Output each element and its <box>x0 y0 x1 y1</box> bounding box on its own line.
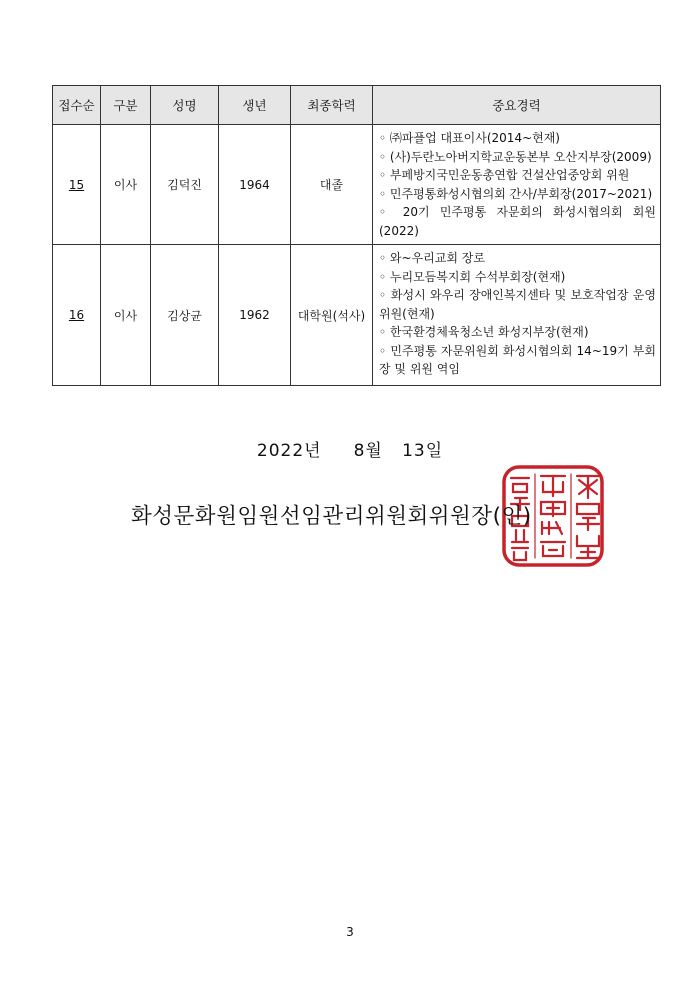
candidate-table <box>52 85 661 386</box>
career-item: ◦ ㈜파플업 대표이사(2014~현재) <box>379 131 560 145</box>
row-career <box>373 125 661 245</box>
career-item: ◦ 민주평통 자문위원회 화성시협의회 14~19기 부회장 및 위원 역임 <box>379 343 656 376</box>
career-item: ◦ 누리모듬복지회 수석부회장(현재) <box>379 269 566 284</box>
table-row <box>53 245 661 386</box>
table-header-row <box>53 86 661 125</box>
date-year: 2022년 <box>256 441 322 461</box>
row-name: 김덕진 <box>151 125 219 245</box>
career-item: ◦ 한국환경체육청소년 화성지부장(현재) <box>379 325 589 339</box>
row-birth-year: 1964 <box>219 125 291 245</box>
header-cell: 접수순 <box>53 86 101 125</box>
row-number: 15 <box>53 125 101 245</box>
header-cell: 구분 <box>101 86 151 125</box>
row-education: 대학원(석사) <box>291 245 373 386</box>
row-type: 이사 <box>101 245 151 386</box>
header-cell: 중요경력 <box>373 86 661 125</box>
career-item: ◦ (사)두란노아버지학교운동본부 오산지부장(2009) <box>379 149 652 164</box>
row-type: 이사 <box>101 125 151 245</box>
page-number: 3 <box>346 925 354 939</box>
date-month: 8월 <box>353 441 383 461</box>
career-item: ◦ 와~우리교회 장로 <box>379 251 485 265</box>
career-item: ◦ 화성시 와우리 장애인복지센타 및 보호작업장 운영위원(현재) <box>379 288 656 321</box>
signature-line: 화성문화원임원선임관리위원회위원장(인) <box>131 504 532 529</box>
career-item: ◦ 20기 민주평통 자문회의 화성시협의회 회원(2022) <box>379 205 656 238</box>
header-cell: 최종학력 <box>291 86 373 125</box>
row-number: 16 <box>53 245 101 386</box>
row-career <box>373 245 661 386</box>
row-education: 대졸 <box>291 125 373 245</box>
table-row <box>53 125 661 245</box>
header-cell: 생년 <box>219 86 291 125</box>
row-name: 김상균 <box>151 245 219 386</box>
career-item: ◦ 민주평통화성시협의회 간사/부회장(2017~2021) <box>379 186 653 201</box>
row-birth-year: 1962 <box>219 245 291 386</box>
career-item: ◦ 부페방지국민운동총연합 건설산업중앙회 위원 <box>379 168 630 182</box>
date-day: 13일 <box>402 441 444 461</box>
header-cell: 성명 <box>151 86 219 125</box>
document-date <box>0 436 700 461</box>
